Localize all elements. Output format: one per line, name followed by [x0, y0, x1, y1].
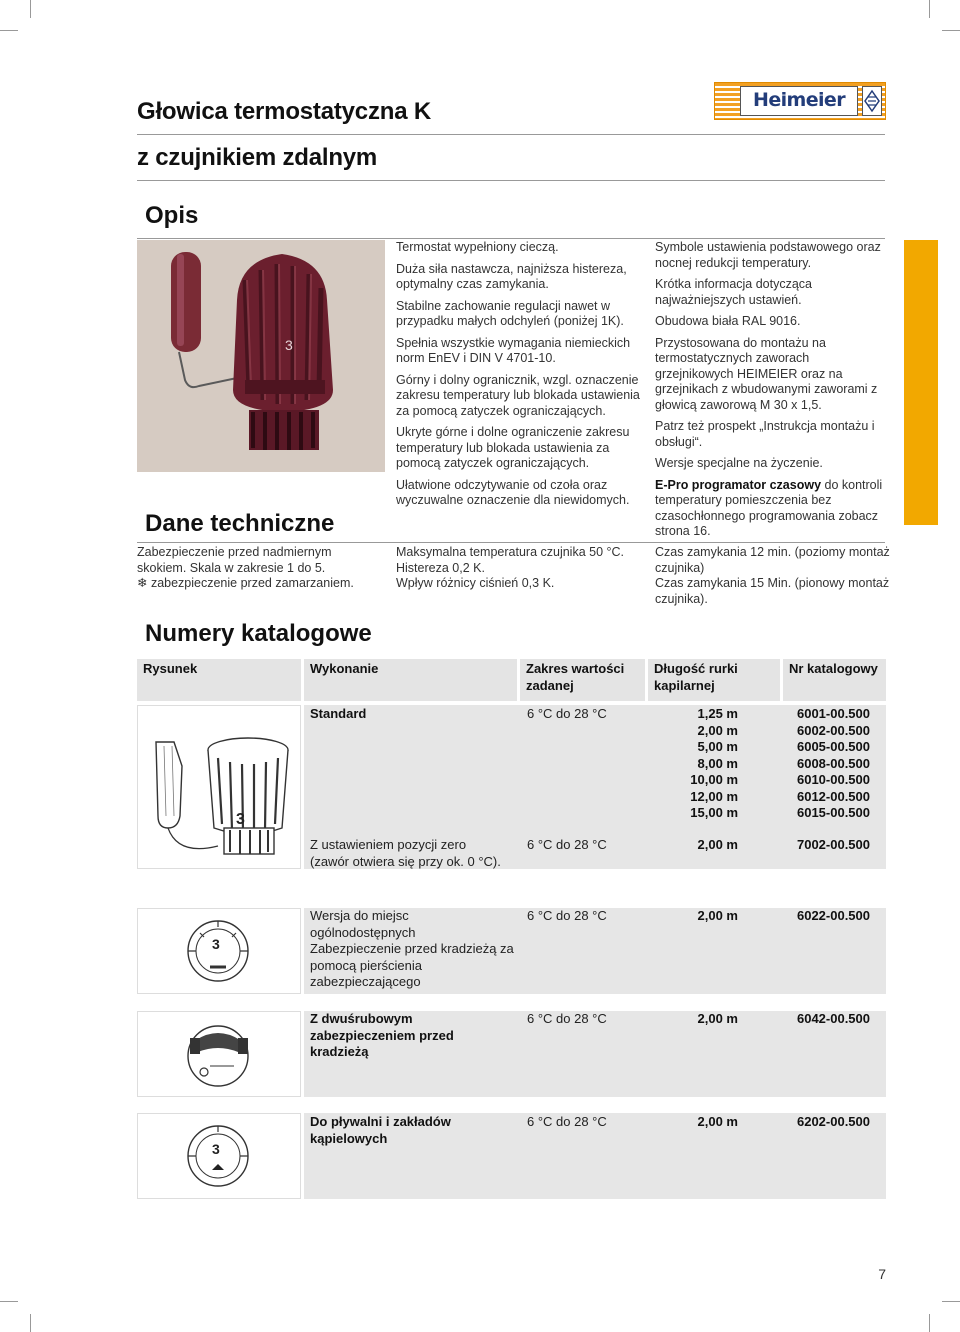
row-zakres: 6 °C do 28 °C — [527, 1114, 607, 1129]
title-divider — [137, 134, 885, 135]
crop-mark — [929, 0, 930, 18]
row-dlugosc: 2,00 m — [697, 908, 738, 923]
crop-mark — [942, 1301, 960, 1302]
column-header-wykonanie: Wykonanie — [304, 659, 517, 701]
opis-paragraph: Obudowa biała RAL 9016. — [655, 314, 801, 328]
row-dlugosc: 2,00 m — [697, 837, 738, 852]
row-nr-list — [770, 706, 870, 822]
svg-text:3: 3 — [212, 936, 220, 952]
page-title: Głowica termostatyczna K — [137, 98, 431, 125]
opis-paragraph: Ułatwione odczytywanie od czoła oraz wyczuwalne oznaczenie dla niewidomych. — [396, 477, 630, 507]
logo-wordmark: Heimeier — [753, 89, 845, 111]
catalog-number: 6202-00.500 — [796, 1114, 870, 1129]
catalog-number: 6042-00.500 — [796, 1011, 870, 1026]
dlugosc-value: 15,00 m — [690, 805, 738, 820]
opis-paragraph: Krótka informacja dotycząca najważniejszych ustawień. — [655, 277, 813, 307]
drawing-standard — [137, 705, 301, 869]
row-wykonanie — [310, 837, 515, 870]
opis-paragraph: Wersje specjalne na życzenie. — [655, 456, 823, 470]
opis-paragraph: Termostat wypełniony cieczą. — [396, 240, 559, 254]
crop-mark — [30, 0, 31, 18]
dane-text: Zabezpieczenie przed nadmiernym skokiem. Skala w zakresie 1 do 5. — [137, 545, 332, 575]
section-divider — [137, 238, 885, 239]
dlugosc-value: 8,00 m — [697, 755, 738, 771]
section-heading-numery: Numery katalogowe — [145, 620, 372, 648]
dane-text: Czas zamykania 12 min. (poziomy montaż czujnika) — [655, 545, 890, 575]
crop-mark — [942, 30, 960, 31]
catalog-number: 6002-00.500 — [796, 722, 870, 738]
svg-text:3: 3 — [285, 337, 293, 353]
dane-column-3 — [655, 545, 890, 607]
svg-text:3: 3 — [212, 1141, 220, 1157]
catalog-number: 6012-00.500 — [796, 788, 870, 804]
row-wykonanie: Z dwuśrubowym zabezpieczeniem przed kradzieżą — [310, 1011, 454, 1059]
opis-paragraph: Symbole ustawienia podstawowego oraz nocnej redukcji temperatury. — [655, 240, 881, 270]
epro-text: do kontroli temperatury pomieszczenia bez czasochłonnego programowania zobacz strona 16. — [655, 477, 883, 538]
row-zakres: 6 °C do 28 °C — [527, 837, 607, 852]
heimeier-logo — [714, 82, 886, 120]
title-divider — [137, 180, 885, 181]
dane-column-2 — [396, 545, 641, 592]
side-tab-accent — [904, 240, 938, 525]
svg-text:3: 3 — [236, 811, 245, 828]
dane-column-1 — [137, 545, 377, 592]
opis-paragraph: Patrz też prospekt „Instrukcja montażu i obsługi“. — [655, 419, 875, 449]
dlugosc-value: 5,00 m — [697, 739, 738, 754]
row-zakres: 6 °C do 28 °C — [527, 1011, 607, 1026]
dlugosc-value: 2,00 m — [697, 722, 738, 738]
catalog-number: 6015-00.500 — [796, 805, 870, 820]
dane-text: Czas zamykania 15 Min. (pionowy montaż czujnika). — [655, 576, 890, 606]
row-wykonanie: Standard — [310, 706, 367, 721]
crop-mark — [30, 1314, 31, 1332]
column-header-nr: Nr katalogowy — [783, 659, 886, 701]
drawing-two-screw-version — [137, 1011, 301, 1097]
opis-paragraph: Górny i dolny ogranicznik, wzgl. oznaczenie zakresu temperatury lub blokada ustawienia za pomocą zatyczek ograniczających. — [396, 372, 640, 418]
crop-mark — [0, 1301, 18, 1302]
row-wykonanie — [310, 908, 515, 991]
dane-text: ❄ zabezpieczenie przed zamarzaniem. — [137, 576, 354, 590]
row-wykonanie: Do pływalni i zakładów kąpielowych — [310, 1114, 451, 1146]
logo-emblem-icon — [862, 86, 882, 116]
opis-paragraph: Stabilne zachowanie regulacji nawet w przypadku małych odchyleń (poniżej 1K). — [396, 298, 624, 328]
wykonanie-title: Wersja do miejsc ogólnodostępnych — [310, 908, 416, 940]
row-dlugosc: 2,00 m — [697, 1011, 738, 1026]
section-divider — [137, 542, 885, 543]
dlugosc-value: 1,25 m — [697, 706, 738, 721]
page-subtitle: z czujnikiem zdalnym — [137, 144, 378, 171]
section-heading-dane: Dane techniczne — [145, 510, 334, 538]
dlugosc-value: 12,00 m — [690, 788, 738, 804]
logo-wordmark-box — [740, 86, 858, 116]
opis-column-3 — [655, 240, 890, 546]
catalog-number: 7002-00.500 — [796, 837, 870, 852]
wykonanie-desc: (zawór otwiera się przy ok. 0 °C). — [310, 853, 501, 869]
column-header-rysunek: Rysunek — [137, 659, 301, 701]
row-zakres: 6 °C do 28 °C — [527, 706, 607, 721]
opis-paragraph: Przystosowana do montażu na termostatycznych zaworach grzejnikowych HEIMEIER oraz na grzejnikach z wbudowanymi zaworami z głowicą zaworową M 30 x 1,5. — [655, 335, 878, 412]
catalog-number: 6022-00.500 — [796, 908, 870, 923]
dlugosc-value: 10,00 m — [690, 772, 738, 787]
dane-text: Maksymalna temperatura czujnika 50 °C. — [396, 545, 625, 559]
dane-text: Histereza 0,2 K. — [396, 560, 485, 575]
crop-mark — [929, 1314, 930, 1332]
opis-column-2 — [396, 240, 641, 515]
opis-paragraph: Spełnia wszystkie wymagania niemieckich norm EnEV i DIN V 4701-10. — [396, 335, 631, 365]
column-header-zakres: Zakres wartości zadanej — [520, 659, 645, 701]
crop-mark — [0, 30, 18, 31]
wykonanie-title: Z ustawieniem pozycji zero — [310, 837, 467, 852]
drawing-pool-version — [137, 1113, 301, 1199]
wykonanie-desc: Zabezpieczenie przed kradzieżą za pomocą pierścienia zabezpieczającego — [310, 941, 514, 989]
section-heading-opis: Opis — [145, 202, 198, 230]
opis-paragraph: Duża siła nastawcza, najniższa histereza, optymalny czas zamykania. — [396, 261, 627, 291]
epro-label: E-Pro programator czasowy — [655, 477, 822, 492]
row-dlugosc: 2,00 m — [697, 1114, 738, 1129]
row-zakres: 6 °C do 28 °C — [527, 908, 607, 923]
drawing-public-version — [137, 908, 301, 994]
opis-paragraph: Ukryte górne i dolne ograniczenie zakresu temperatury lub blokada ustawienia za pomocą zatyczek ograniczających. — [396, 425, 630, 470]
catalog-number: 6010-00.500 — [796, 772, 870, 787]
page-number: 7 — [878, 1266, 886, 1282]
dane-text: Wpływ różnicy ciśnień 0,3 K. — [396, 576, 555, 590]
catalog-number: 6001-00.500 — [796, 706, 870, 721]
product-photo — [137, 240, 385, 472]
catalog-number: 6005-00.500 — [796, 739, 870, 754]
row-dlugosc-list — [650, 706, 738, 822]
catalog-number: 6008-00.500 — [796, 755, 870, 771]
epro-paragraph — [655, 478, 890, 540]
column-header-dlugosc: Długość rurki kapilarnej — [648, 659, 780, 701]
